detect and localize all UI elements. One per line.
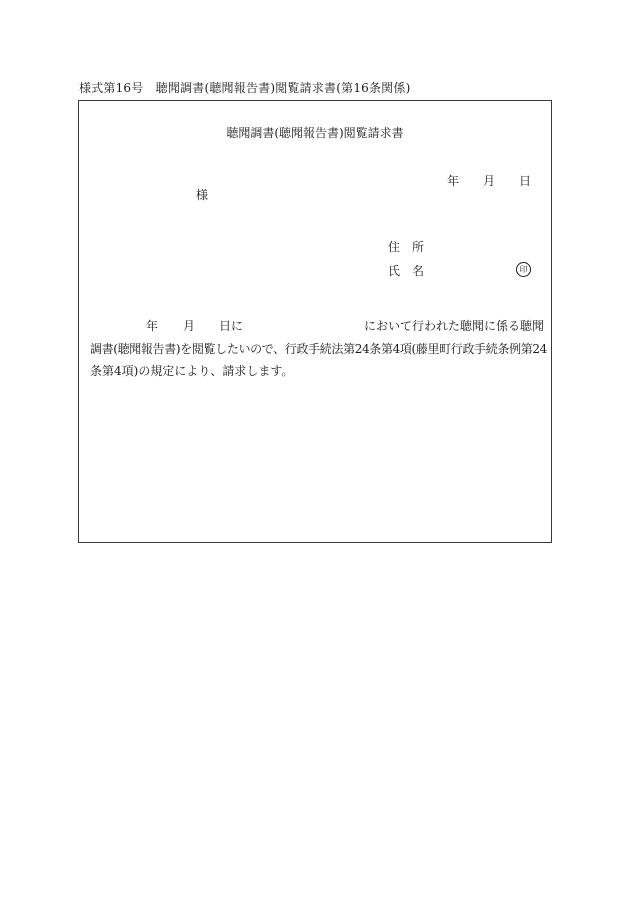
- recipient-honorific: 様: [196, 188, 209, 202]
- form-title: 聴聞調書(聴聞報告書)閲覧請求書: [226, 126, 404, 140]
- seal-mark-icon: 印: [516, 262, 531, 277]
- body-day-label: 日に: [219, 319, 244, 333]
- address-label: 住 所: [388, 240, 425, 254]
- name-label: 氏 名: [388, 264, 425, 278]
- body-year-label: 年: [146, 319, 159, 333]
- form-number-heading: 様式第16号 聴聞調書(聴聞報告書)閲覧請求書(第16条関係): [79, 81, 411, 95]
- body-month-label: 月: [183, 319, 196, 333]
- body-line3-text: 条第4項)の規定により、請求します。: [90, 364, 294, 378]
- date-month-label: 月: [483, 174, 496, 188]
- body-line1-text: において行われた聴聞に係る聴聞: [364, 319, 545, 333]
- date-day-label: 日: [519, 174, 532, 188]
- date-year-label: 年: [447, 174, 460, 188]
- body-line2-text: 調書(聴聞報告書)を閲覧したいので、行政手続法第24条第4項(藤里町行政手続条例第24: [90, 342, 547, 356]
